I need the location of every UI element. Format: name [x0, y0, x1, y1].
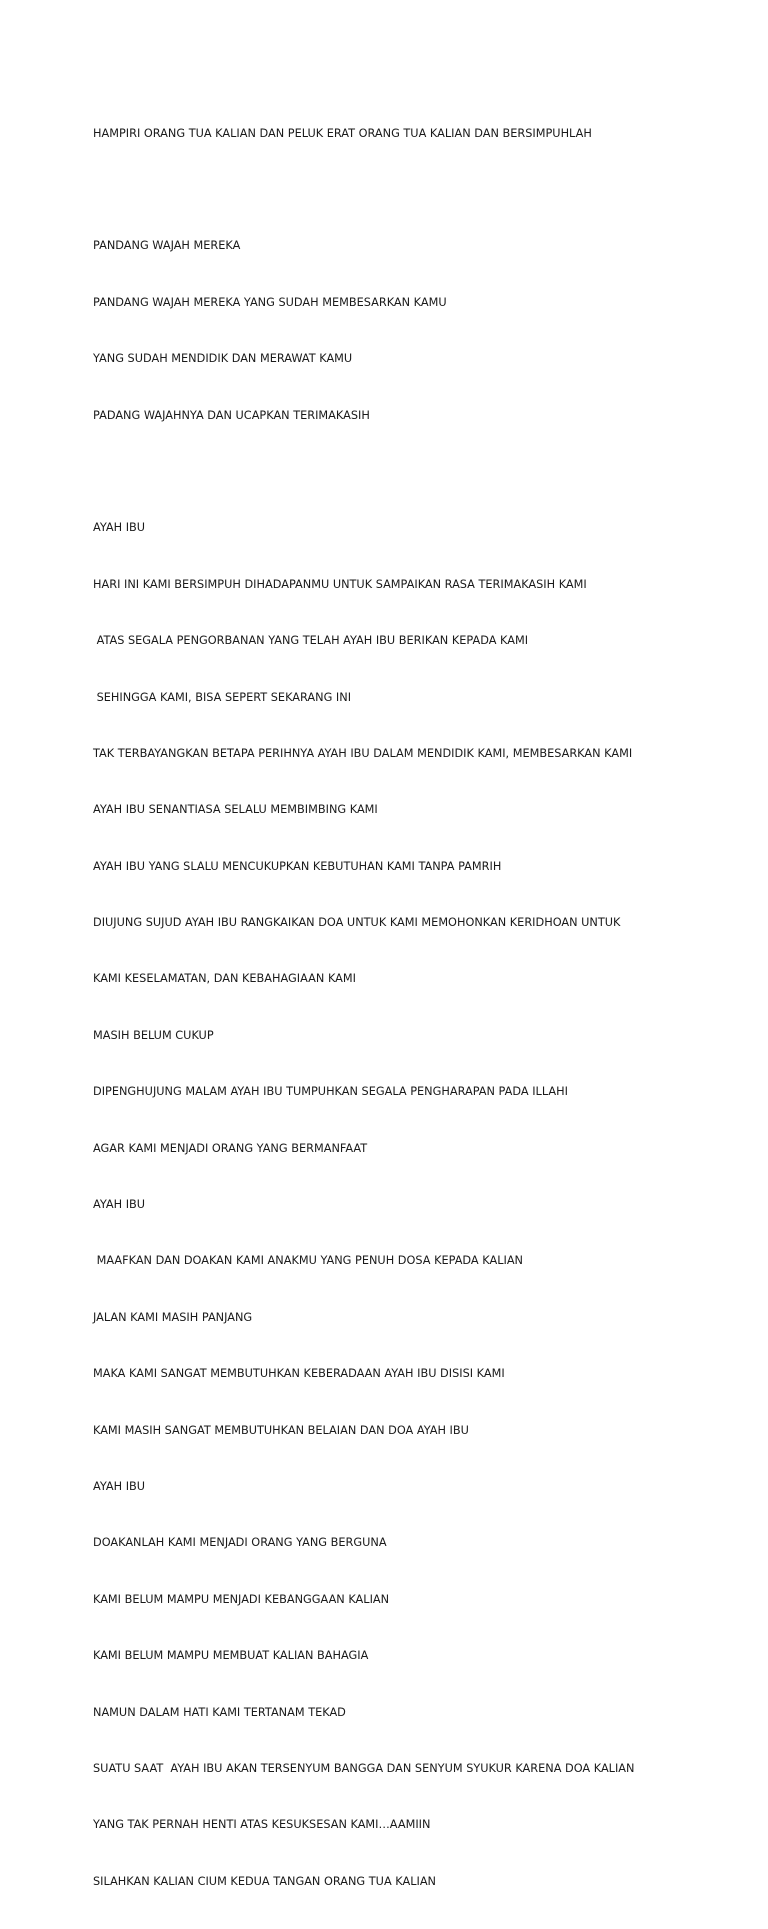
document-line: AYAH IBU YANG SLALU MENCUKUPKAN KEBUTUHAN KAMI TANPA PAMRIH [93, 859, 502, 873]
document-line: KAMI BELUM MAMPU MEMBUAT KALIAN BAHAGIA [93, 1649, 369, 1663]
document-line: NAMUN DALAM HATI KAMI TERTANAM TEKAD [93, 1705, 346, 1719]
document-line: SEHINGGA KAMI, BISA SEPERT SEKARANG INI [93, 690, 352, 704]
document-line: AYAH IBU [93, 1198, 146, 1212]
document-line: YANG TAK PERNAH HENTI ATAS KESUKSESAN KAMI…AAMIIN [93, 1818, 431, 1832]
document-line: PADANG WAJAHNYA DAN UCAPKAN TERIMAKASIH [93, 408, 370, 422]
document-line: DIPENGHUJUNG MALAM AYAH IBU TUMPUHKAN SEGALA PENGHARAPAN PADA ILLAHI [93, 1085, 568, 1099]
document-line: AYAH IBU [93, 521, 146, 535]
document-line: DOAKANLAH KAMI MENJADI ORANG YANG BERGUNA [93, 1536, 387, 1550]
document-line: SUATU SAAT AYAH IBU AKAN TERSENYUM BANGGA DAN SENYUM SYUKUR KARENA DOA KALIAN [93, 1761, 635, 1775]
document-line: KAMI KESELAMATAN, DAN KEBAHAGIAAN KAMI [93, 972, 356, 986]
document-line: KAMI BELUM MAMPU MENJADI KEBANGGAAN KALIAN [93, 1592, 390, 1606]
document-line: AYAH IBU [93, 1479, 146, 1493]
document-line: AGAR KAMI MENJADI ORANG YANG BERMANFAAT [93, 1141, 368, 1155]
document-line: TAK TERBAYANGKAN BETAPA PERIHNYA AYAH IBU DALAM MENDIDIK KAMI, MEMBESARKAN KAMI [93, 746, 633, 760]
document-line: YANG SUDAH MENDIDIK DAN MERAWAT KAMU [93, 352, 353, 366]
document-line: KAMI MASIH SANGAT MEMBUTUHKAN BELAIAN DAN DOA AYAH IBU [93, 1423, 469, 1437]
document-line: MAKA KAMI SANGAT MEMBUTUHKAN KEBERADAAN AYAH IBU DISISI KAMI [93, 1367, 505, 1381]
blank-line [93, 181, 713, 200]
document-line: JALAN KAMI MASIH PANJANG [93, 1310, 253, 1324]
blank-line [93, 463, 713, 482]
document-line: PANDANG WAJAH MEREKA YANG SUDAH MEMBESARKAN KAMU [93, 295, 447, 309]
document-line: DIUJUNG SUJUD AYAH IBU RANGKAIKAN DOA UNTUK KAMI MEMOHONKAN KERIDHOAN UNTUK [93, 916, 621, 930]
document-line: SILAHKAN KALIAN CIUM KEDUA TANGAN ORANG TUA KALIAN [93, 1874, 437, 1888]
document-line: MAAFKAN DAN DOAKAN KAMI ANAKMU YANG PENUH DOSA KEPADA KALIAN [93, 1254, 523, 1268]
document-line: HAMPIRI ORANG TUA KALIAN DAN PELUK ERAT ORANG TUA KALIAN DAN BERSIMPUHLAH [93, 126, 592, 140]
document-body [93, 87, 713, 1929]
document-line: ATAS SEGALA PENGORBANAN YANG TELAH AYAH IBU BERIKAN KEPADA KAMI [93, 634, 529, 648]
document-line: MASIH BELUM CUKUP [93, 1028, 214, 1042]
document-line: HARI INI KAMI BERSIMPUH DIHADAPANMU UNTUK SAMPAIKAN RASA TERIMAKASIH KAMI [93, 577, 587, 591]
document-line: AYAH IBU SENANTIASA SELALU MEMBIMBING KAMI [93, 803, 378, 817]
document-line: PANDANG WAJAH MEREKA [93, 239, 241, 253]
